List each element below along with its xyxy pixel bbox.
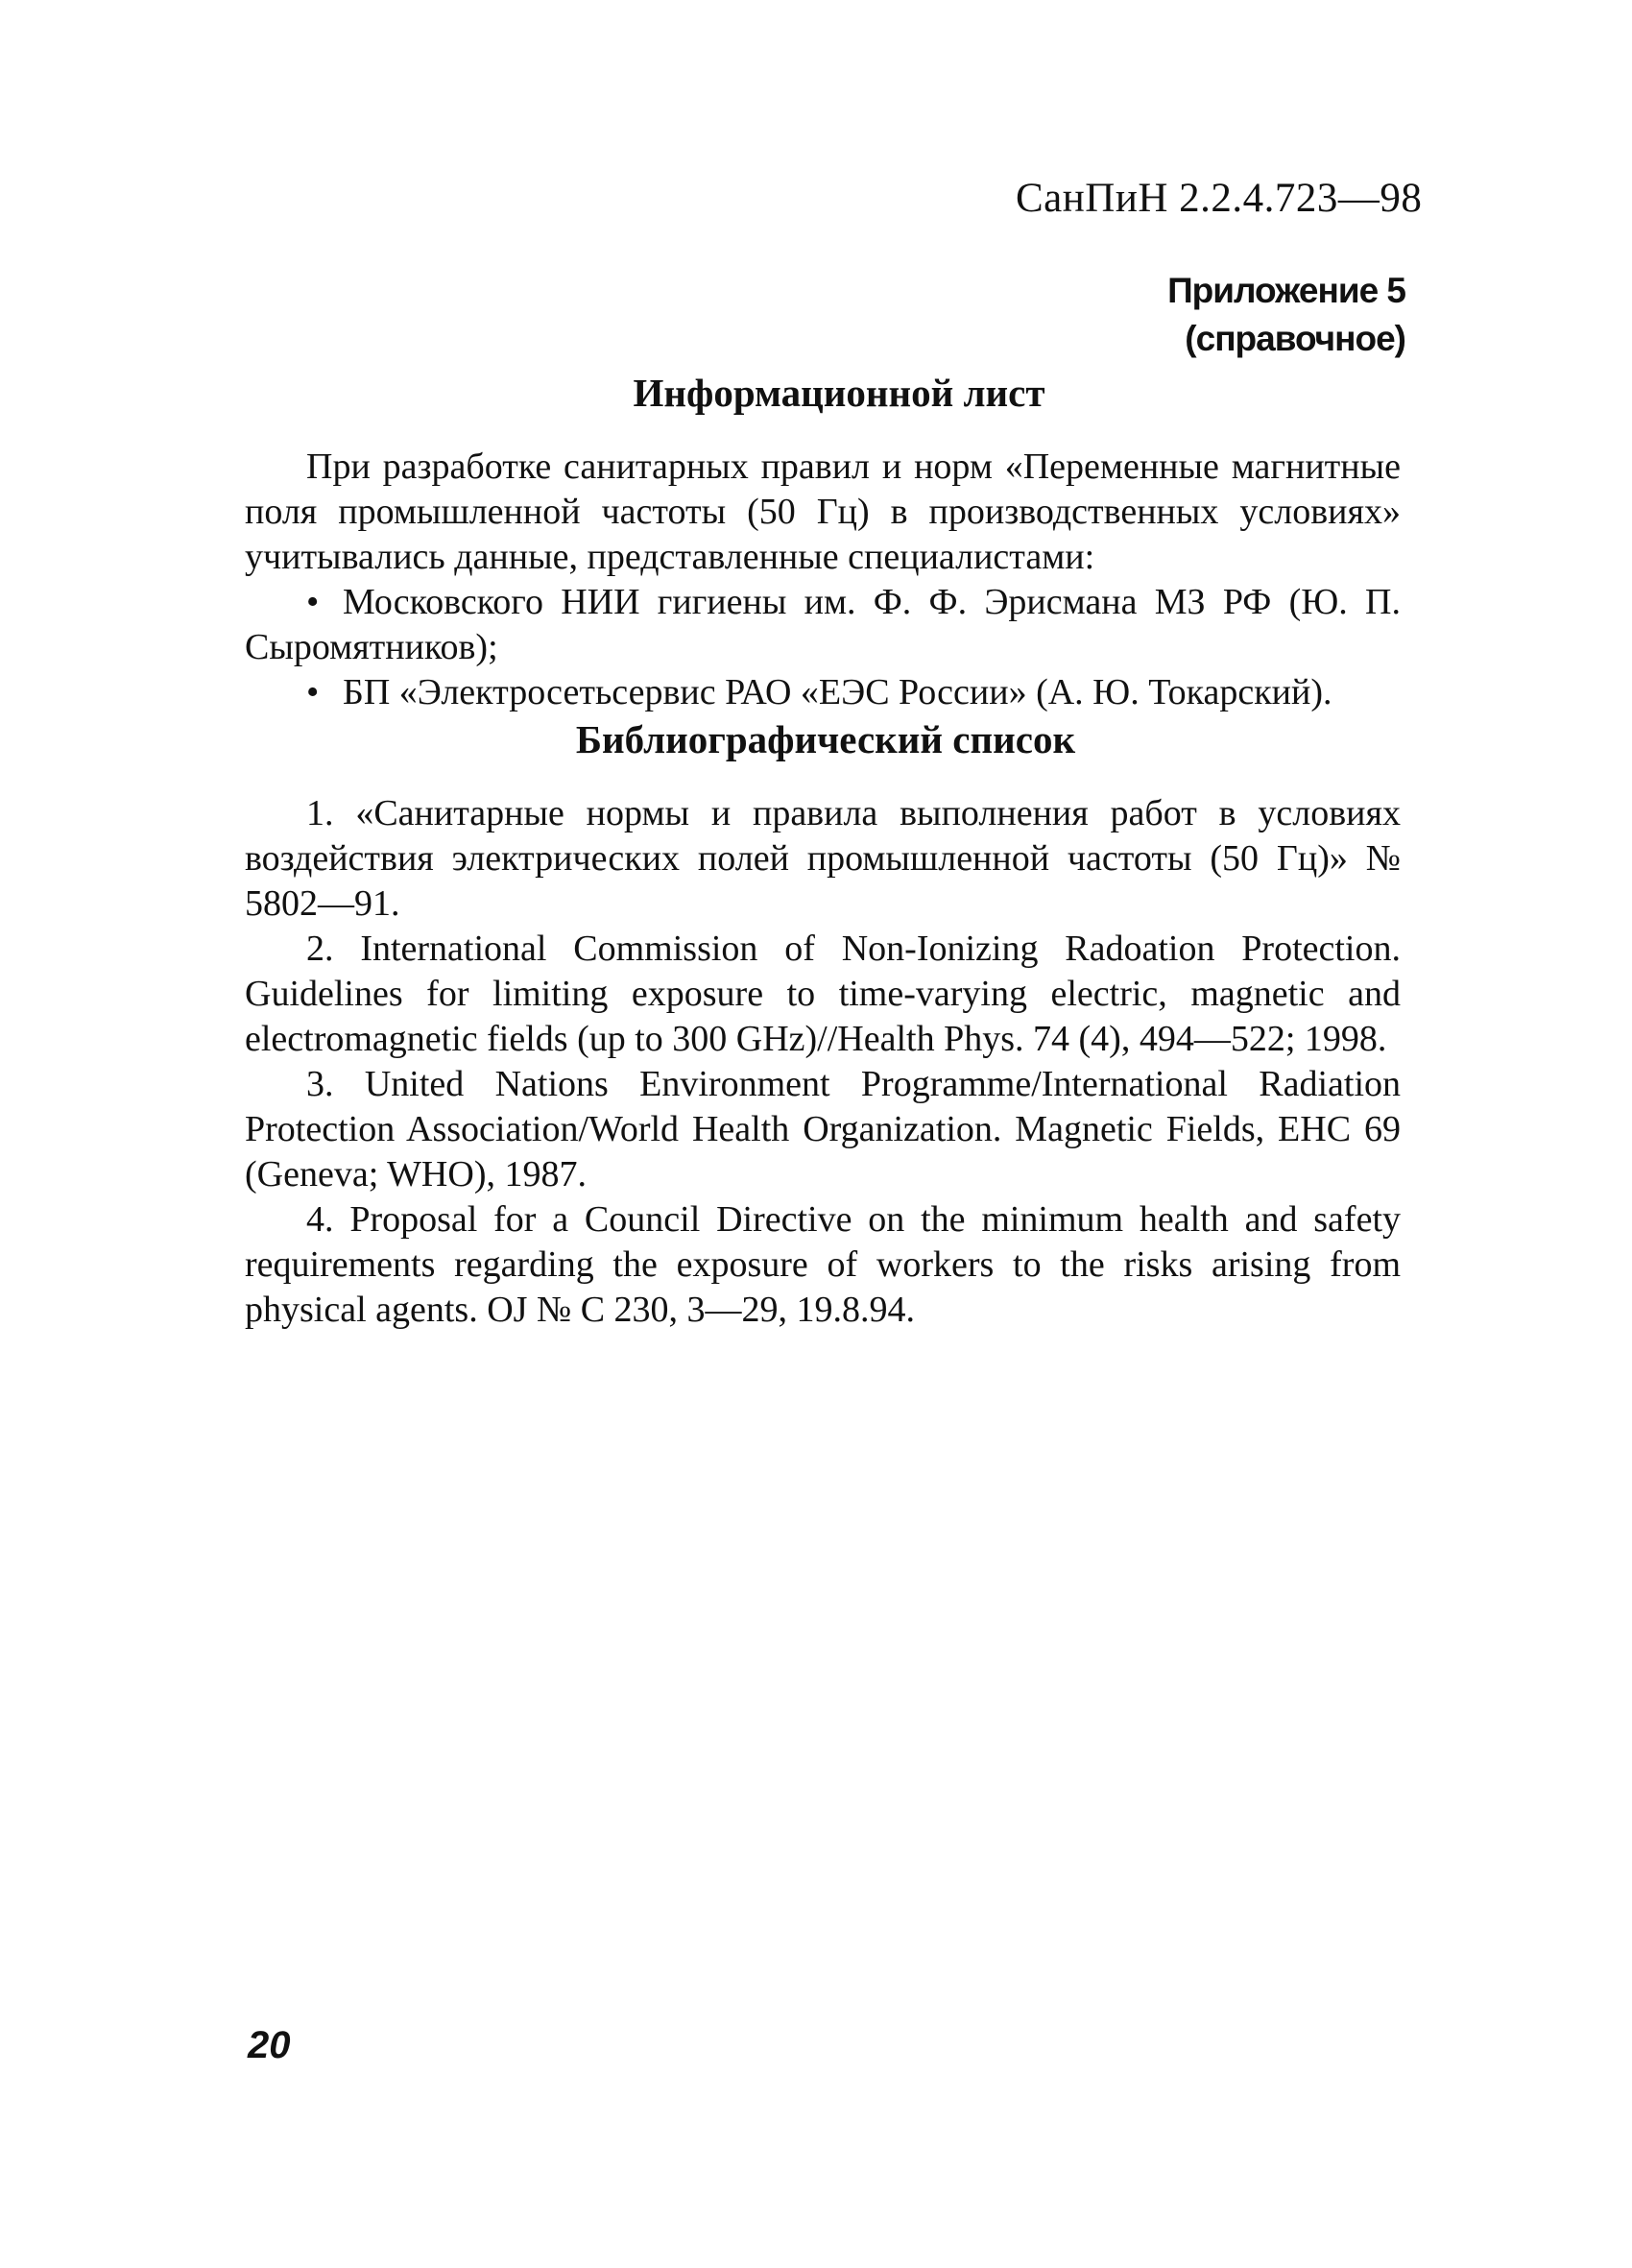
info-sheet-body bbox=[245, 445, 1401, 715]
contributor-item bbox=[245, 580, 1401, 670]
contributor-item bbox=[245, 670, 1401, 715]
appendix-type: (справочное) bbox=[1185, 319, 1405, 358]
contributor-text: БП «Электросетьсервис РАО «ЕЭС России» (А. Ю. Токарский). bbox=[343, 672, 1332, 712]
bibliography-item: 4. Proposal for a Council Directive on the minimum health and safety requirements regarding the exposure of workers to the risks arising from physical agents. OJ № C 230, 3—29, 19.8.94. bbox=[245, 1199, 1401, 1330]
appendix-label: Приложение 5 bbox=[1167, 271, 1405, 310]
bibliography-item: 3. United Nations Environment Programme/International Radiation Protection Association/World Health Organization. Magnetic Fields, EHC 69 (Geneva; WHO), 1987. bbox=[245, 1064, 1401, 1194]
contributor-text: Московского НИИ гигиены им. Ф. Ф. Эрисмана МЗ РФ (Ю. П. Сыромятников); bbox=[245, 582, 1401, 667]
appendix-heading bbox=[1167, 267, 1405, 363]
bibliography-item: 2. International Commission of Non-Ionizing Radoation Protection. Guidelines for limiting exposure to time-varying electric, magnetic and electromagnetic fields (up to 300 GHz)//Health Phys. 74 (4), 494—522; 1998. bbox=[245, 929, 1401, 1059]
document-code: СанПиН 2.2.4.723—98 bbox=[1016, 176, 1423, 221]
info-sheet-title: Информационной лист bbox=[633, 371, 1045, 415]
page-number: 20 bbox=[248, 2024, 291, 2066]
bibliography-title: Библиографический список bbox=[575, 717, 1076, 761]
info-sheet-intro: При разработке санитарных правил и норм «Переменные магнитные поля промышленной частоты (50 Гц) в производственных условиях» учитывались данные, представленные специалистами: bbox=[245, 446, 1401, 577]
bibliography-item: 1. «Санитарные нормы и правила выполнения работ в условиях воздействия электрических полей промышленной частоты (50 Гц)» № 5802—91. bbox=[245, 793, 1401, 924]
bibliography-list bbox=[245, 791, 1401, 1333]
